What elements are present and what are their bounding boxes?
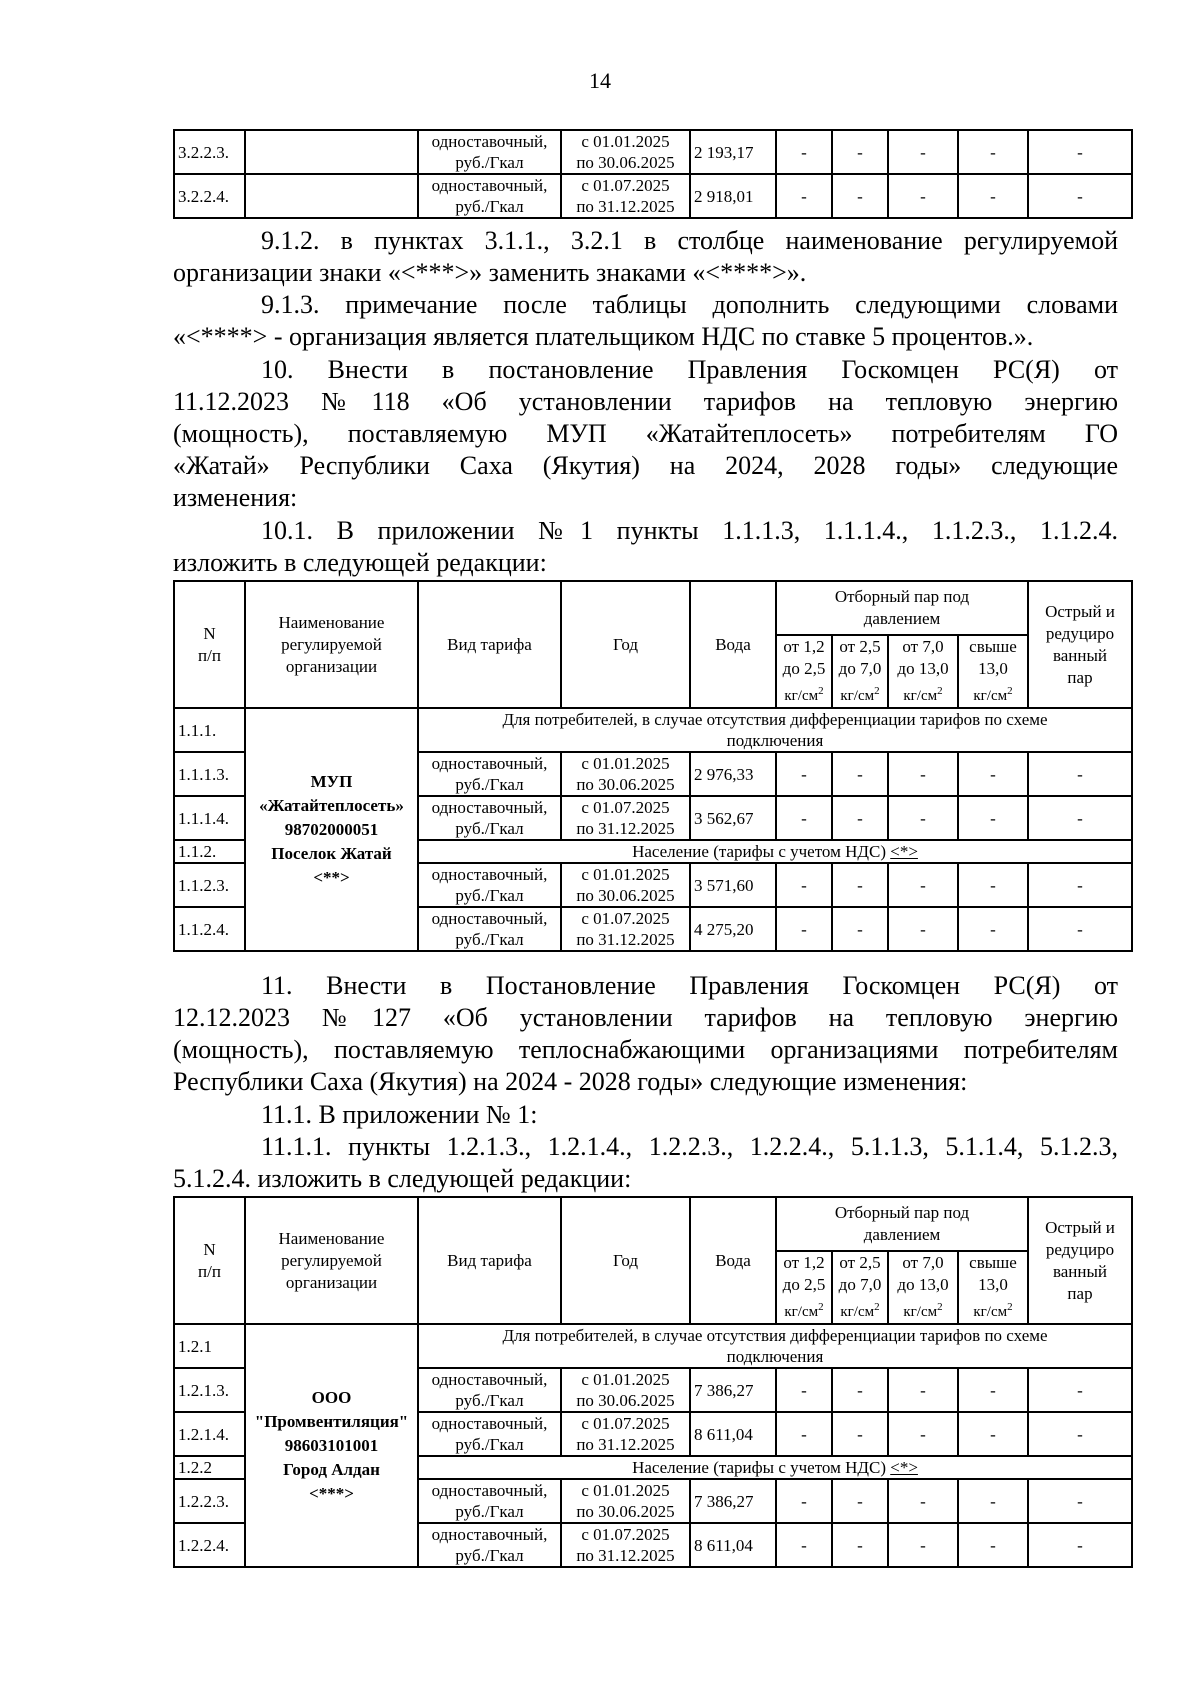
dash-cell: -	[958, 1368, 1028, 1412]
paragraph-line: «<****> - организация является плательщиком НДС по ставке 5 процентов.».	[173, 322, 1034, 351]
dash-cell: -	[832, 907, 888, 951]
header-pressure-p4	[958, 635, 1028, 708]
pressure-unit	[779, 1296, 829, 1323]
header-pressure-line: до 13,0	[897, 659, 949, 678]
tariff-type-cell	[418, 174, 561, 218]
header-pressure-p1	[776, 1251, 832, 1324]
section-title-line: подключения	[726, 731, 824, 750]
tariff-type-cell	[418, 863, 561, 907]
unit-text: кг/см	[784, 688, 819, 704]
paragraph-11-1	[173, 1099, 1118, 1131]
tariff-type-line: руб./Гкал	[455, 1546, 524, 1565]
dash-cell: -	[888, 1368, 958, 1412]
tariff-type-cell	[418, 1368, 561, 1412]
row-number: 1.1.2.3.	[174, 863, 245, 907]
dash-cell: -	[958, 1523, 1028, 1567]
period-line: по 31.12.2025	[576, 1546, 675, 1565]
tariff-type-cell	[418, 1523, 561, 1567]
section-row	[174, 1324, 1132, 1368]
tariff-type-line: одноставочный,	[431, 865, 548, 884]
organization-line: ООО	[311, 1387, 352, 1407]
header-sharp-line: редуциро	[1045, 623, 1115, 643]
period-line: по 30.06.2025	[576, 886, 675, 905]
paragraph-line: 12.12.2023 №127 «Об установлении тарифов на тепловую энергию	[173, 1003, 1118, 1032]
paragraph-line: 9.1.2. в пунктах 3.1.1., 3.2.1 в столбце наименование регулируемой	[261, 226, 1118, 255]
water-value: 3 571,60	[690, 863, 776, 907]
period-line: по 30.06.2025	[576, 775, 675, 794]
pressure-unit	[961, 680, 1025, 707]
unit-sup: 2	[818, 685, 824, 697]
dash-cell: -	[958, 1479, 1028, 1523]
tariff-table-continuation	[173, 129, 1133, 219]
header-org-line: Наименование	[278, 1228, 385, 1248]
paragraph-line: (мощность), поставляемую МУП «Жатайтеплосеть» потребителям ГО	[173, 419, 1118, 448]
dash-cell: -	[832, 1368, 888, 1412]
organization-cell	[245, 708, 418, 951]
dash-cell: -	[1028, 752, 1132, 796]
water-value: 4 275,20	[690, 907, 776, 951]
header-pressure-line: до 13,0	[897, 1275, 949, 1294]
water-value: 7 386,27	[690, 1368, 776, 1412]
period-line: с 01.01.2025	[581, 754, 670, 773]
period-line: с 01.01.2025	[581, 132, 670, 151]
water-value: 2 976,33	[690, 752, 776, 796]
paragraph-line: (мощность), поставляемую теплоснабжающими организациями потребителям	[173, 1035, 1118, 1064]
tariff-type-line: одноставочный,	[431, 798, 548, 817]
paragraph-9-1-3	[173, 289, 1118, 353]
header-pressure-line: 13,0	[978, 659, 1008, 678]
header-steam-line: Отборный пар под	[834, 587, 970, 606]
tariff-type-line: одноставочный,	[431, 754, 548, 773]
section-title-text: Население (тарифы с учетом НДС)	[632, 1458, 891, 1477]
pressure-unit	[891, 1296, 955, 1323]
header-pressure-line: от 1,2	[783, 1253, 825, 1272]
dash-cell: -	[776, 1479, 832, 1523]
paragraph-line: изложить в следующей редакции:	[173, 548, 547, 577]
dash-cell: -	[832, 752, 888, 796]
tariff-type-line: одноставочный,	[431, 1525, 548, 1544]
paragraph-line: 10.1. В приложении №1 пункты 1.1.1.3, 1.1.1.4., 1.1.2.3., 1.1.2.4.	[261, 516, 1118, 545]
dash-cell: -	[958, 863, 1028, 907]
dash-cell: -	[888, 130, 958, 174]
paragraph-line: 9.1.3. примечание после таблицы дополнить следующими словами	[261, 290, 1118, 319]
header-sharp-line: пар	[1067, 667, 1093, 687]
header-pressure-line: свыше	[969, 1253, 1017, 1272]
tariff-type-line: руб./Гкал	[455, 886, 524, 905]
dash-cell: -	[832, 796, 888, 840]
section-title	[418, 708, 1132, 752]
header-num-line: п/п	[198, 645, 221, 665]
section-title	[418, 840, 1132, 863]
header-pressure-p2	[832, 635, 888, 708]
section-title	[418, 1324, 1132, 1368]
header-pressure-line: свыше	[969, 637, 1017, 656]
section-title-line: Для потребителей, в случае отсутствия дифференциации тарифов по схеме	[502, 710, 1048, 729]
organization-line: Город Алдан	[283, 1459, 380, 1479]
header-steam-line: Отборный пар под	[834, 1203, 970, 1222]
table-row	[174, 174, 1132, 218]
tariff-type-line: одноставочный,	[431, 1370, 548, 1389]
pressure-unit	[835, 1296, 885, 1323]
org-cell-empty	[245, 174, 418, 218]
row-number: 1.2.1.4.	[174, 1412, 245, 1456]
tariff-type-line: руб./Гкал	[455, 819, 524, 838]
section-row	[174, 708, 1132, 752]
dash-cell: -	[958, 796, 1028, 840]
period-line: с 01.01.2025	[581, 1481, 670, 1500]
dash-cell: -	[888, 1412, 958, 1456]
footnote-link[interactable]: <*>	[890, 1458, 918, 1477]
header-sharp-line: Острый и	[1045, 601, 1115, 621]
header-pressure-line: от 2,5	[839, 1253, 881, 1272]
period-line: по 31.12.2025	[576, 197, 675, 216]
header-org	[245, 581, 418, 708]
header-pressure-line: до 2,5	[782, 659, 826, 678]
tariff-type-line: руб./Гкал	[455, 775, 524, 794]
dash-cell: -	[888, 863, 958, 907]
header-steam	[776, 581, 1028, 635]
header-year: Год	[561, 581, 690, 708]
row-number: 1.1.1.4.	[174, 796, 245, 840]
dash-cell: -	[832, 130, 888, 174]
header-pressure-line: до 7,0	[838, 1275, 882, 1294]
dash-cell: -	[1028, 1412, 1132, 1456]
period-line: по 30.06.2025	[576, 1391, 675, 1410]
header-sharp-steam	[1028, 581, 1132, 708]
header-pressure-line: от 7,0	[902, 637, 944, 656]
unit-text: кг/см	[784, 1304, 819, 1320]
dash-cell: -	[1028, 796, 1132, 840]
unit-sup: 2	[874, 1301, 880, 1313]
tariff-type-line: руб./Гкал	[455, 1502, 524, 1521]
tariff-type-line: руб./Гкал	[455, 930, 524, 949]
dash-cell: -	[1028, 1368, 1132, 1412]
tariff-table-zhatay	[173, 580, 1133, 952]
section-number: 1.2.1	[174, 1324, 245, 1368]
section-title	[418, 1456, 1132, 1479]
table-row	[174, 130, 1132, 174]
dash-cell: -	[888, 907, 958, 951]
dash-cell: -	[776, 130, 832, 174]
paragraph-11-1-1	[173, 1131, 1118, 1195]
water-value: 3 562,67	[690, 796, 776, 840]
dash-cell: -	[958, 907, 1028, 951]
row-number: 1.1.2.4.	[174, 907, 245, 951]
header-sharp-line: ванный	[1052, 1261, 1108, 1281]
organization-cell	[245, 1324, 418, 1567]
tariff-type-line: руб./Гкал	[455, 197, 524, 216]
unit-text: кг/см	[840, 1304, 875, 1320]
header-org	[245, 1197, 418, 1324]
header-pressure-line: до 7,0	[838, 659, 882, 678]
dash-cell: -	[1028, 1523, 1132, 1567]
organization-line: Поселок Жатай	[271, 843, 392, 863]
org-cell-empty	[245, 130, 418, 174]
dash-cell: -	[888, 796, 958, 840]
dash-cell: -	[832, 174, 888, 218]
paragraph-line: 10. Внести в постановление Правления Госкомцен РС(Я) от	[261, 355, 1118, 384]
paragraph-line: 11.12.2023 №118 «Об установлении тарифов на тепловую энергию	[173, 387, 1118, 416]
row-number: 1.1.1.3.	[174, 752, 245, 796]
period-line: по 30.06.2025	[576, 153, 675, 172]
header-org-line: организации	[285, 1272, 378, 1292]
period-line: с 01.07.2025	[581, 909, 670, 928]
row-number: 3.2.2.4.	[174, 174, 245, 218]
pressure-unit	[835, 680, 885, 707]
paragraph-line: 11.1.1. пункты 1.2.1.3., 1.2.1.4., 1.2.2.3., 1.2.2.4., 5.1.1.3, 5.1.1.4, 5.1.2.3,	[261, 1132, 1118, 1161]
period-cell	[561, 1412, 690, 1456]
paragraph-line: изменения:	[173, 483, 298, 512]
period-cell	[561, 907, 690, 951]
header-water: Вода	[690, 581, 776, 708]
dash-cell: -	[776, 796, 832, 840]
header-year: Год	[561, 1197, 690, 1324]
tariff-type-line: одноставочный,	[431, 909, 548, 928]
header-org-line: регулируемой	[281, 1250, 382, 1270]
header-sharp-line: ванный	[1052, 645, 1108, 665]
tariff-type-line: одноставочный,	[431, 1481, 548, 1500]
unit-sup: 2	[874, 685, 880, 697]
unit-text: кг/см	[903, 688, 938, 704]
period-cell	[561, 130, 690, 174]
period-line: с 01.07.2025	[581, 798, 670, 817]
water-value: 8 611,04	[690, 1412, 776, 1456]
paragraph-9-1-2	[173, 225, 1118, 289]
section-number: 1.1.1.	[174, 708, 245, 752]
section-number: 1.1.2.	[174, 840, 245, 863]
period-cell	[561, 752, 690, 796]
organization-line: «Жатайтеплосеть»	[259, 795, 404, 815]
header-pressure-line: от 2,5	[839, 637, 881, 656]
organization-line: 98603101001	[284, 1435, 379, 1455]
period-line: с 01.01.2025	[581, 1370, 670, 1389]
header-sharp-steam	[1028, 1197, 1132, 1324]
header-pressure-p2	[832, 1251, 888, 1324]
dash-cell: -	[888, 174, 958, 218]
water-value: 2 918,01	[690, 174, 776, 218]
dash-cell: -	[958, 130, 1028, 174]
dash-cell: -	[958, 752, 1028, 796]
row-number: 3.2.2.3.	[174, 130, 245, 174]
dash-cell: -	[832, 1479, 888, 1523]
period-line: с 01.07.2025	[581, 1414, 670, 1433]
dash-cell: -	[832, 863, 888, 907]
period-cell	[561, 1523, 690, 1567]
tariff-type-cell	[418, 796, 561, 840]
header-num-line: N	[203, 623, 216, 643]
tariff-type-cell	[418, 1479, 561, 1523]
header-num	[174, 581, 245, 708]
tariff-type-line: руб./Гкал	[455, 1391, 524, 1410]
header-row	[174, 1197, 1132, 1251]
dash-cell: -	[832, 1523, 888, 1567]
header-sharp-line: редуциро	[1045, 1239, 1115, 1259]
dash-cell: -	[776, 174, 832, 218]
period-cell	[561, 1368, 690, 1412]
dash-cell: -	[776, 1368, 832, 1412]
dash-cell: -	[1028, 863, 1132, 907]
dash-cell: -	[776, 1412, 832, 1456]
header-num-line: п/п	[198, 1261, 221, 1281]
unit-sup: 2	[1007, 1301, 1013, 1313]
paragraph-line: Республики Саха (Якутия) на 2024 - 2028 годы» следующие изменения:	[173, 1067, 968, 1096]
period-line: по 31.12.2025	[576, 930, 675, 949]
water-value: 8 611,04	[690, 1523, 776, 1567]
unit-text: кг/см	[973, 688, 1008, 704]
header-pressure-line: от 7,0	[902, 1253, 944, 1272]
paragraph-11	[173, 970, 1118, 1098]
organization-line: "Промвентиляция"	[254, 1411, 409, 1431]
header-steam-line: давлением	[863, 609, 941, 628]
period-line: по 31.12.2025	[576, 1435, 675, 1454]
dash-cell: -	[776, 752, 832, 796]
dash-cell: -	[832, 1412, 888, 1456]
unit-text: кг/см	[840, 688, 875, 704]
header-row	[174, 581, 1132, 635]
header-pressure-p3	[888, 635, 958, 708]
pressure-unit	[779, 680, 829, 707]
header-water: Вода	[690, 1197, 776, 1324]
paragraph-line: 11.1. В приложении № 1:	[261, 1100, 538, 1129]
tariff-type-cell	[418, 130, 561, 174]
unit-sup: 2	[818, 1301, 824, 1313]
dash-cell: -	[958, 174, 1028, 218]
organization-line: 98702000051	[284, 819, 379, 839]
period-line: с 01.07.2025	[581, 176, 670, 195]
section-title-text: Население (тарифы с учетом НДС)	[632, 842, 891, 861]
organization-line: <**>	[313, 867, 350, 887]
dash-cell: -	[1028, 907, 1132, 951]
header-steam-line: давлением	[863, 1225, 941, 1244]
header-sharp-line: пар	[1067, 1283, 1093, 1303]
header-org-line: регулируемой	[281, 634, 382, 654]
header-tariff-type: Вид тарифа	[418, 1197, 561, 1324]
paragraph-line: 11. Внести в Постановление Правления Госкомцен РС(Я) от	[261, 971, 1118, 1000]
header-pressure-line: 13,0	[978, 1275, 1008, 1294]
dash-cell: -	[1028, 174, 1132, 218]
row-number: 1.2.1.3.	[174, 1368, 245, 1412]
period-cell	[561, 863, 690, 907]
tariff-type-line: одноставочный,	[431, 132, 548, 151]
dash-cell: -	[1028, 130, 1132, 174]
header-steam	[776, 1197, 1028, 1251]
header-org-line: организации	[285, 656, 378, 676]
water-value: 7 386,27	[690, 1479, 776, 1523]
header-org-line: Наименование	[278, 612, 385, 632]
period-cell	[561, 174, 690, 218]
dash-cell: -	[1028, 1479, 1132, 1523]
header-pressure-p4	[958, 1251, 1028, 1324]
header-sharp-line: Острый и	[1045, 1217, 1115, 1237]
tariff-table-aldan	[173, 1196, 1133, 1568]
unit-sup: 2	[937, 685, 943, 697]
header-num	[174, 1197, 245, 1324]
row-number: 1.2.2.3.	[174, 1479, 245, 1523]
section-title-line: Для потребителей, в случае отсутствия дифференциации тарифов по схеме	[502, 1326, 1048, 1345]
dash-cell: -	[776, 1523, 832, 1567]
period-line: с 01.07.2025	[581, 1525, 670, 1544]
page-number: 14	[589, 68, 611, 93]
tariff-type-line: руб./Гкал	[455, 1435, 524, 1454]
paragraph-line: организации знаки «<***>» заменить знаками «<****>».	[173, 258, 807, 287]
header-pressure-line: от 1,2	[783, 637, 825, 656]
dash-cell: -	[888, 1479, 958, 1523]
pressure-unit	[961, 1296, 1025, 1323]
dash-cell: -	[776, 907, 832, 951]
tariff-type-cell	[418, 907, 561, 951]
period-line: по 31.12.2025	[576, 819, 675, 838]
paragraph-line: 5.1.2.4. изложить в следующей редакции:	[173, 1164, 632, 1193]
period-line: с 01.01.2025	[581, 865, 670, 884]
tariff-type-line: одноставочный,	[431, 176, 548, 195]
unit-text: кг/см	[973, 1304, 1008, 1320]
period-cell	[561, 1479, 690, 1523]
tariff-type-cell	[418, 752, 561, 796]
tariff-type-line: руб./Гкал	[455, 153, 524, 172]
row-number: 1.2.2.4.	[174, 1523, 245, 1567]
organization-line: МУП	[310, 771, 353, 791]
dash-cell: -	[776, 863, 832, 907]
section-number: 1.2.2	[174, 1456, 245, 1479]
unit-sup: 2	[1007, 685, 1013, 697]
section-title-line: подключения	[726, 1347, 824, 1366]
header-pressure-p3	[888, 1251, 958, 1324]
organization-line: <***>	[309, 1483, 354, 1503]
tariff-type-cell	[418, 1412, 561, 1456]
dash-cell: -	[958, 1412, 1028, 1456]
period-line: по 30.06.2025	[576, 1502, 675, 1521]
pressure-unit	[891, 680, 955, 707]
paragraph-10	[173, 354, 1118, 514]
unit-text: кг/см	[903, 1304, 938, 1320]
unit-sup: 2	[937, 1301, 943, 1313]
header-pressure-line: до 2,5	[782, 1275, 826, 1294]
header-num-line: N	[203, 1239, 216, 1259]
header-pressure-p1	[776, 635, 832, 708]
dash-cell: -	[888, 1523, 958, 1567]
paragraph-10-1	[173, 515, 1118, 579]
header-tariff-type: Вид тарифа	[418, 581, 561, 708]
dash-cell: -	[888, 752, 958, 796]
paragraph-line: «Жатай» Республики Саха (Якутия) на 2024, 2028 годы» следующие	[173, 451, 1118, 480]
tariff-type-line: одноставочный,	[431, 1414, 548, 1433]
footnote-link[interactable]: <*>	[890, 842, 918, 861]
water-value: 2 193,17	[690, 130, 776, 174]
period-cell	[561, 796, 690, 840]
